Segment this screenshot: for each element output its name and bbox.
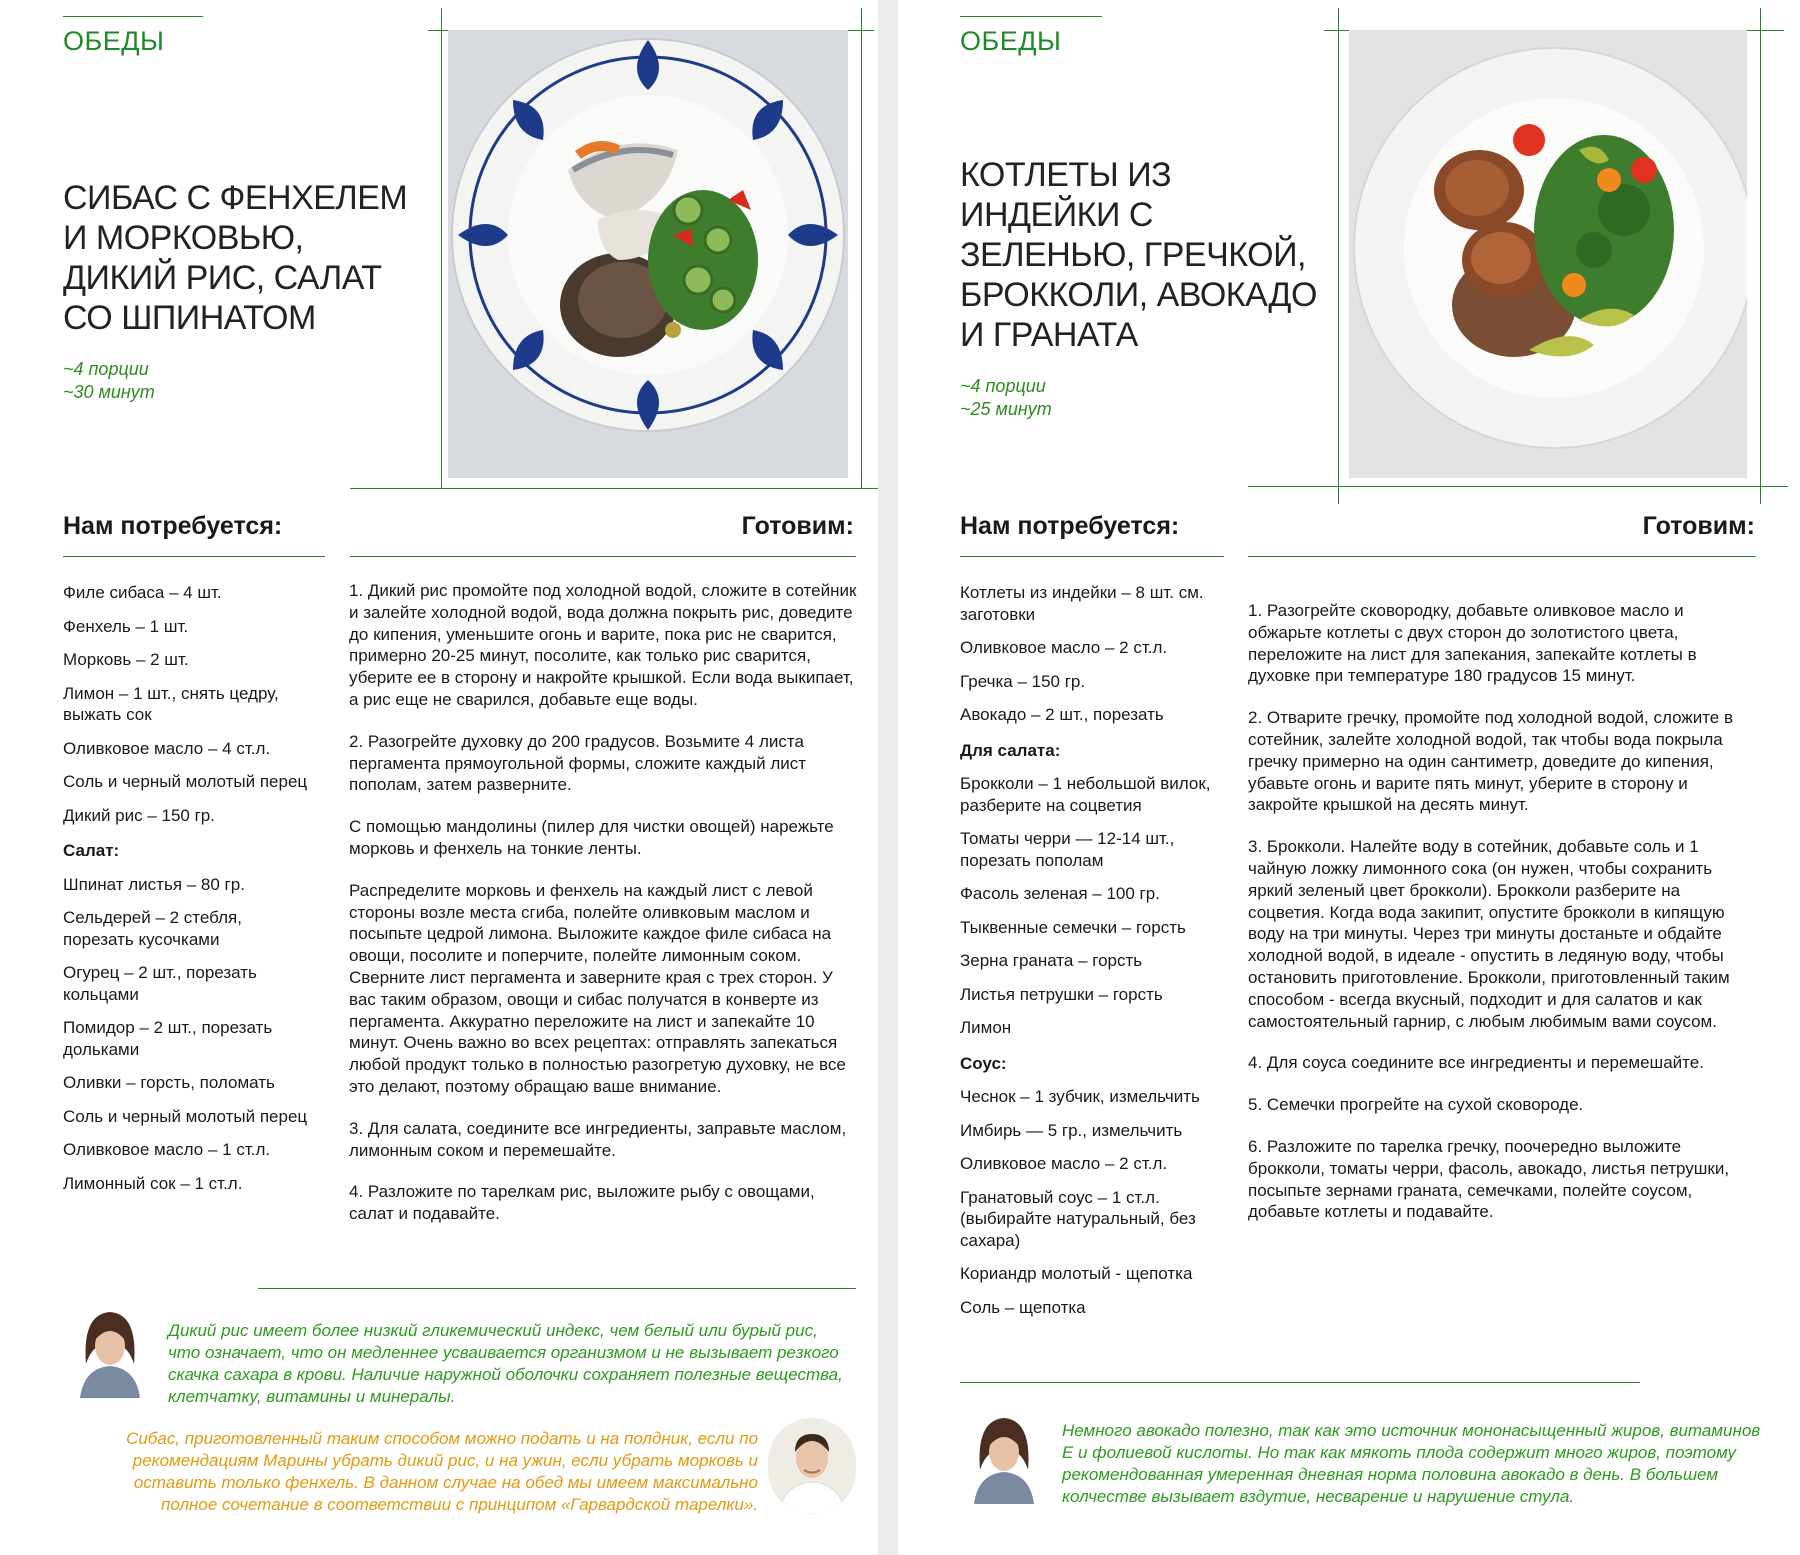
title-line: СИБАС С ФЕНХЕЛЕМ	[63, 179, 408, 217]
chef-note: Сибас, приготовленный таким способом можно подать и на полдник, если по рекомендациям Марины убрать дикий рис, и на ужин, если убрать морковь и оставить только фенхель. В данном случае на обед мы имеем максимально полное сочетание в соответствии с принципом «Гарвардской тарелки».	[126, 1429, 758, 1514]
section-label: ОБЕДЫ	[63, 26, 165, 56]
ingredient-item: Фасоль зеленая – 100 гр.	[960, 884, 1160, 903]
ingredient-item: Зерна граната – горсть	[960, 951, 1143, 970]
recipe-title	[63, 178, 423, 338]
ingredient-item: Фенхель – 1 шт.	[63, 616, 189, 636]
ingredients-heading: Нам потребуется:	[63, 512, 283, 540]
ingredient-item: Морковь – 2 шт.	[63, 650, 189, 669]
dish-photo	[1349, 30, 1747, 478]
steps-list	[349, 580, 861, 1245]
title-line: ДИКИЙ РИС, САЛАТ	[63, 259, 382, 297]
ingredients-list	[63, 582, 313, 1206]
ingredient-item: Брокколи – 1 небольшой вилок, разберите на соцветия	[960, 774, 1211, 815]
recipe-meta	[960, 375, 1052, 421]
heading-underline	[63, 556, 325, 557]
ingredient-item: Оливковое масло – 2 ст.л.	[960, 1154, 1168, 1173]
steps-heading: Готовим:	[741, 512, 854, 540]
ingredient-item: Сельдерей – 2 стебля, порезать кусочками	[63, 908, 242, 949]
ingredient-item: Чеснок – 1 зубчик, измельчить	[960, 1087, 1200, 1106]
ingredient-item: Огурец – 2 шт., порезать кольцами	[63, 963, 257, 1004]
step-paragraph: 2. Разогрейте духовку до 200 градусов. Возьмите 4 листа пергамента прямоугольной формы, сложите каждый лист пополам, затем разверните.	[349, 731, 807, 795]
ingredient-item: Соль – щепотка	[960, 1297, 1086, 1317]
dish-photo-illustration	[1349, 30, 1747, 478]
avatar-chef	[768, 1418, 856, 1514]
avatar-portrait-woman	[960, 1410, 1048, 1504]
ingredient-item: Котлеты из индейки – 8 шт. см. заготовки	[960, 583, 1204, 624]
step-paragraph: 3. Для салата, соедините все ингредиенты, заправьте маслом, лимонным соком и перемешайте.	[349, 1118, 847, 1160]
heading-underline	[960, 556, 1224, 557]
heading-underline	[1248, 556, 1756, 557]
ingredient-item: Дикий рис – 150 гр.	[63, 805, 215, 825]
steps-heading: Готовим:	[1642, 512, 1755, 540]
title-line: ИНДЕЙКИ С	[960, 196, 1153, 234]
ingredient-item: Листья петрушки – горсть	[960, 984, 1163, 1004]
ingredient-item: Лимон	[960, 1018, 1012, 1037]
avatar-nutritionist	[960, 1410, 1048, 1504]
ingredient-item: Помидор – 2 шт., порезать дольками	[63, 1018, 273, 1059]
ingredient-item: Тыквенные семечки – горсть	[960, 917, 1186, 937]
ingredient-item: Авокадо – 2 шт., порезать	[960, 705, 1164, 724]
ingredient-item: Оливки – горсть, поломать	[63, 1073, 275, 1092]
top-rule	[63, 16, 203, 17]
title-line: И МОРКОВЬЮ,	[63, 219, 304, 257]
title-line: БРОККОЛИ, АВОКАДО	[960, 276, 1317, 314]
ingredient-item: Шпинат листья – 80 гр.	[63, 874, 245, 894]
portions: ~4 порции	[63, 359, 149, 379]
step-paragraph: 4. Разложите по тарелкам рис, выложите рыбу с овощами, салат и подавайте.	[349, 1182, 815, 1224]
step-paragraph: 2. Отварите гречку, промойте под холодной водой, сложите в сотейник, залейте холодной водой, так чтобы вода покрыла гречку примерно на один сантиметр, доведите до кипения, убавьте огонь и варите пять минут, уберите в сторону и закройте крышкой на десять минут.	[1248, 708, 1734, 815]
frame-line-left	[441, 8, 442, 488]
notes-divider	[258, 1288, 856, 1289]
title-line: И ГРАНАТА	[960, 316, 1138, 354]
step-paragraph: С помощью мандолины (пилер для чистки овощей) нарежьте морковь и фенхель на тонкие ленты.	[349, 817, 834, 858]
dish-photo	[448, 30, 848, 478]
ingredient-item: Оливковое масло – 2 ст.л.	[960, 638, 1168, 657]
recipe-title	[960, 155, 1340, 355]
ingredient-item: Лимонный сок – 1 ст.л.	[63, 1173, 243, 1193]
ingredient-subheading: Соус:	[960, 1053, 1007, 1073]
heading-underline	[350, 556, 856, 557]
ingredients-heading: Нам потребуется:	[960, 512, 1180, 540]
frame-line-bottom	[1248, 486, 1788, 487]
ingredient-item: Соль и черный молотый перец	[63, 772, 308, 791]
avatar-portrait-woman	[66, 1306, 154, 1398]
nutritionist-note: Дикий рис имеет более низкий гликемический индекс, чем белый или бурый рис, что означает, что он медленнее усваивается организмом и не вызывает резкого скачка сахара в крови. Наличие наружной оболочки сохраняет полезные вещества, клетчатку, витамины и минералы.	[168, 1321, 843, 1406]
top-rule	[960, 16, 1102, 17]
recipe-page-turkey-cutlets	[898, 0, 1800, 1555]
step-paragraph: 6. Разложите по тарелка гречку, поочередно выложите брокколи, томаты черри, фасоль, авокадо, листья петрушки, посыпьте зернами граната, семечками, полейте соусом, добавьте котлеты и подавайте.	[1248, 1136, 1730, 1222]
ingredient-item: Томаты черри — 12-14 шт., порезать пополам	[960, 829, 1175, 870]
ingredient-item: Гречка – 150 гр.	[960, 671, 1086, 691]
portions: ~4 порции	[960, 376, 1046, 396]
nutritionist-note: Немного авокадо полезно, так как это источник мононасыщенный жиров, витаминов Е и фолиевой кислоты. Но так как мякоть плода содержит много жиров, поэтому рекомендованная умеренная дневная норма половина авокадо в день. В большем колчестве вызывает вздутие, несварение и нарушение стула.	[1062, 1421, 1761, 1506]
ingredient-item: Гранатовый соус – 1 ст.л. (выбирайте натуральный, без сахара)	[960, 1187, 1196, 1250]
step-paragraph: 1. Дикий рис промойте под холодной водой, сложите в сотейник и залейте холодной водой, вода должна покрыть рис, доведите до кипения, уменьшите огонь и варите, пока рис не сварится, примерно 20-25 минут, посолите, как только рис сварится, уберите ее в сторону и накройте крышкой. Если вода выкипает, а рис еще не сварился, добавьте еще воды.	[349, 581, 857, 709]
title-line: СО ШПИНАТОМ	[63, 299, 316, 337]
dish-photo-illustration	[448, 30, 848, 478]
step-paragraph: 4. Для соуса соедините все ингредиенты и перемешайте.	[1248, 1053, 1704, 1073]
recipe-meta	[63, 358, 155, 404]
ingredient-item: Соль и черный молотый перец	[63, 1106, 308, 1126]
section-label: ОБЕДЫ	[960, 26, 1062, 56]
ingredient-item: Имбирь — 5 гр., измельчить	[960, 1120, 1183, 1140]
step-paragraph: Распределите морковь и фенхель на каждый лист с левой стороны возле места сгиба, полейте оливковым маслом и посыпьте цедрой лимона. Выложите каждое филе сибаса на овощи, посолите и поперчите, полейте лимонным соком. Сверните лист пергамента и заверните края с трех сторон. У вас таким образом, овощи и сибас получатся в конверте из пергамента. Аккуратно переложите на лист и запекайте 10 минут. Очень важно во всех рецептах: отправлять запекаться любой продукт только в полностью разогретую духовку, не все это делают, поэтому обращаю ваше внимание.	[349, 880, 846, 1096]
ingredient-item: Лимон – 1 шт., снять цедру, выжать сок	[63, 683, 279, 724]
ingredient-subheading: Для салата:	[960, 740, 1061, 760]
ingredient-item: Филе сибаса – 4 шт.	[63, 583, 222, 602]
frame-line-bottom	[350, 488, 878, 489]
ingredient-subheading: Салат:	[63, 841, 120, 860]
frame-line-right	[1760, 8, 1761, 504]
steps-list	[1248, 600, 1760, 1243]
step-paragraph: 5. Семечки прогрейте на сухой сковороде.	[1248, 1095, 1584, 1115]
ingredients-list	[960, 582, 1230, 1330]
title-line: КОТЛЕТЫ ИЗ	[960, 156, 1172, 194]
frame-line-right	[861, 8, 862, 488]
avatar-portrait-man	[768, 1418, 856, 1514]
notes-divider	[960, 1382, 1640, 1383]
ingredient-item: Оливковое масло – 1 ст.л.	[63, 1140, 271, 1159]
title-line: ЗЕЛЕНЬЮ, ГРЕЧКОЙ,	[960, 236, 1306, 274]
ingredient-item: Кориандр молотый - щепотка	[960, 1264, 1193, 1283]
step-paragraph: 3. Брокколи. Налейте воду в сотейник, добавьте соль и 1 чайную ложку лимонного сока (он нужен, чтобы сохранить яркий зеленый цвет брокколи). Брокколи разберите на соцветия. Когда вода закипит, опустите брокколи в кипящую воду на три минуты. Через три минуты достаньте и обдайте холодной водой, в идеале - опустить в ледяную воду, чтобы остановить приготовление. Брокколи, приготовленный таким способом - всегда вкусный, подходит и для салатов и как самостоятельный гарнир, с любым любимым вами соусом.	[1248, 837, 1730, 1031]
cook-time: ~25 минут	[960, 399, 1052, 419]
step-paragraph: 1. Разогрейте сковородку, добавьте оливковое масло и обжарьте котлеты с двух сторон до золотистого цвета, переложите на лист для запекания, запекайте котлеты в духовке при температуре 180 градусов 15 минут.	[1248, 601, 1697, 686]
ingredient-item: Оливковое масло – 4 ст.л.	[63, 738, 271, 758]
cook-time: ~30 минут	[63, 382, 155, 402]
recipe-page-sea-bass	[0, 0, 878, 1555]
avatar-nutritionist	[66, 1306, 154, 1398]
